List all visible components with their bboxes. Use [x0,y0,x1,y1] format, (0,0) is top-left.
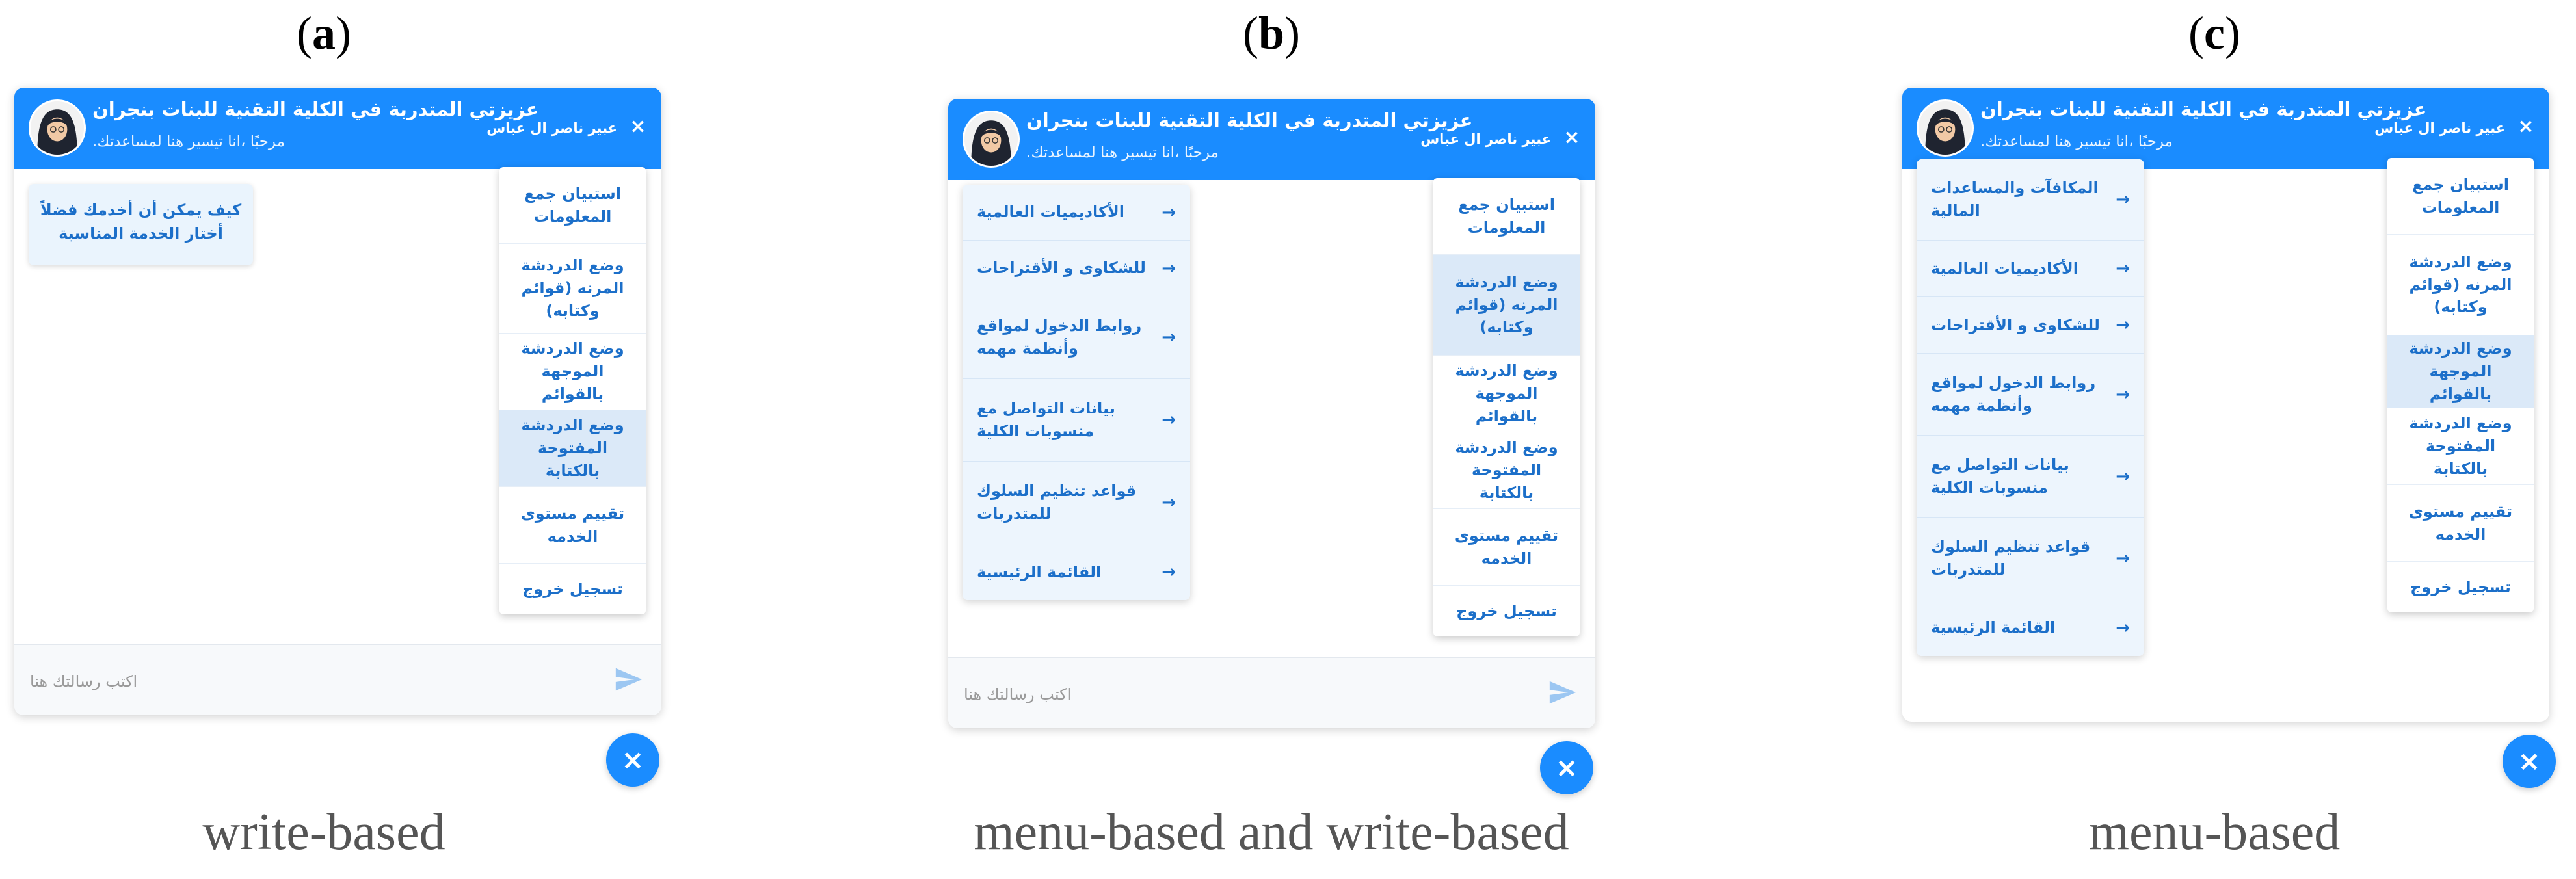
arrow-right-icon: → [1162,328,1176,347]
services-menu [1917,159,2144,656]
main-menu [499,167,646,614]
menu-item-info-survey[interactable]: استبيان جمع المعلومات [2387,158,2534,235]
arrow-right-icon: → [2116,618,2130,638]
agent-avatar [29,99,86,157]
menu-item-rate-service[interactable]: تقييم مستوى الخدمه [499,487,646,564]
service-item-login-links[interactable]: روابط الدخول لمواقع وأنظمة مهمه → [1917,354,2144,436]
menu-item-write-chat[interactable]: وضع الدردشة المفتوحة بالكتابة [2387,408,2534,485]
close-chat-fab[interactable]: × [2503,735,2556,788]
menu-item-logout[interactable]: تسجيل خروج [2410,577,2511,596]
menu-item-info-survey[interactable]: استبيان جمع المعلومات [499,167,646,244]
menu-item-flexible-chat[interactable]: وضع الدردشة المرنه (قوائم وكتابه) [2387,235,2534,335]
chat-subtitle: .مرحبًا ،انا تيسير هنا لمساعدتك [1026,144,1219,161]
caption-c: menu-based [2088,804,2341,861]
chat-title: عزيزتي المتدربة في الكلية التقنية للبنات بنجران [1026,109,1473,131]
arrow-right-icon: → [1162,258,1176,278]
chat-header [1902,88,2549,169]
menu-item-write-chat[interactable]: وضع الدردشة المفتوحة بالكتابة [1433,432,1580,509]
arrow-right-icon: → [1162,410,1176,430]
message-input-row [14,644,661,715]
arrow-right-icon: → [2116,548,2130,568]
send-icon[interactable] [1547,677,1577,707]
chat-window-a [14,88,661,715]
avatar-icon [1919,101,1972,155]
service-item-global-academies[interactable]: الأكاديميات العالمية → [963,185,1190,241]
arrow-right-icon: → [1162,202,1176,222]
service-item-login-links[interactable]: روابط الدخول لمواقع وأنظمة مهمه → [963,296,1190,379]
close-icon[interactable]: × [1563,126,1580,149]
services-menu [963,185,1190,600]
avatar-icon [31,101,84,155]
service-item-global-academies[interactable]: الأكاديميات العالمية → [1917,241,2144,297]
menu-item-write-chat[interactable]: وضع الدردشة المفتوحة بالكتابة [499,410,646,487]
caption-b: menu-based and write-based [974,804,1569,861]
agent-name: عبير ناصر ال عباس [486,120,617,136]
menu-item-flexible-chat[interactable]: وضع الدردشة المرنه (قوائم وكتابه) [499,244,646,334]
chat-title: عزيزتي المتدربة في الكلية التقنية للبنات بنجران [1980,98,2427,120]
menu-item-rate-service[interactable]: تقييم مستوى الخدمه [1433,509,1580,586]
arrow-right-icon: → [2116,315,2130,335]
caption-a: write-based [202,804,445,861]
message-input[interactable] [29,668,421,695]
menu-item-menu-chat[interactable]: وضع الدردشة الموجهة بالقوائم [499,334,646,410]
avatar-icon [964,112,1018,166]
service-item-staff-contacts[interactable]: بيانات التواصل مع منسوبات الكلية → [963,379,1190,462]
service-item-staff-contacts[interactable]: بيانات التواصل مع منسوبات الكلية → [1917,436,2144,518]
agent-avatar [1917,99,1974,157]
chat-header [948,99,1595,180]
arrow-right-icon: → [2116,384,2130,404]
chat-subtitle: .مرحبًا ،انا تيسير هنا لمساعدتك [1980,133,2173,150]
service-item-complaints[interactable]: للشكاوى و الأقتراحات → [963,241,1190,296]
arrow-right-icon: → [1162,562,1176,582]
menu-item-menu-chat[interactable]: وضع الدردشة الموجهة بالقوائم [2387,335,2534,408]
bot-greeting-bubble: كيف يمكن أن أخدمك فضلاً أختار الخدمة المناسبة [29,184,253,265]
menu-item-rate-service[interactable]: تقييم مستوى الخدمه [2387,485,2534,562]
agent-name: عبير ناصر ال عباس [1420,131,1551,147]
chat-subtitle: .مرحبًا ،انا تيسير هنا لمساعدتك [92,133,285,150]
chat-window-c [1902,88,2549,722]
service-item-complaints[interactable]: للشكاوى و الأقتراحات → [1917,297,2144,354]
arrow-right-icon: → [2116,466,2130,486]
menu-item-logout[interactable]: تسجيل خروج [522,579,623,598]
service-item-conduct-rules[interactable]: قواعد تنظيم السلوك للمتدربات → [1917,518,2144,599]
panel-label-a: (a) [297,7,351,59]
close-icon[interactable]: × [630,115,646,138]
main-menu [2387,158,2534,612]
agent-name: عبير ناصر ال عباس [2374,120,2505,136]
service-item-main-menu[interactable]: القائمة الرئيسية → [1917,599,2144,656]
menu-item-menu-chat[interactable]: وضع الدردشة الموجهة بالقوائم [1433,356,1580,432]
menu-item-info-survey[interactable]: استبيان جمع المعلومات [1433,178,1580,255]
close-chat-fab[interactable]: × [606,733,659,787]
service-item-main-menu[interactable]: القائمة الرئيسية → [963,544,1190,600]
panel-label-c: (c) [2188,7,2240,59]
arrow-right-icon: → [2116,259,2130,278]
arrow-right-icon: → [1162,493,1176,512]
arrow-right-icon: → [2116,190,2130,209]
service-item-financial-aid[interactable]: المكافآت والمساعدات المالية → [1917,159,2144,241]
service-item-conduct-rules[interactable]: قواعد تنظيم السلوك للمتدربات → [963,462,1190,544]
chat-window-b [948,99,1595,728]
agent-avatar [963,111,1020,168]
chat-title: عزيزتي المتدربة في الكلية التقنية للبنات بنجران [92,98,539,120]
message-input-row [948,657,1595,728]
menu-item-flexible-chat[interactable]: وضع الدردشة المرنه (قوائم وكتابه) [1433,255,1580,356]
message-input[interactable] [963,681,1355,708]
close-icon[interactable]: × [2517,115,2534,138]
panel-label-b: (b) [1242,7,1300,59]
chat-header [14,88,661,169]
main-menu [1433,178,1580,636]
menu-item-logout[interactable]: تسجيل خروج [1456,601,1557,620]
close-chat-fab[interactable]: × [1540,741,1593,794]
send-icon[interactable] [613,664,643,694]
